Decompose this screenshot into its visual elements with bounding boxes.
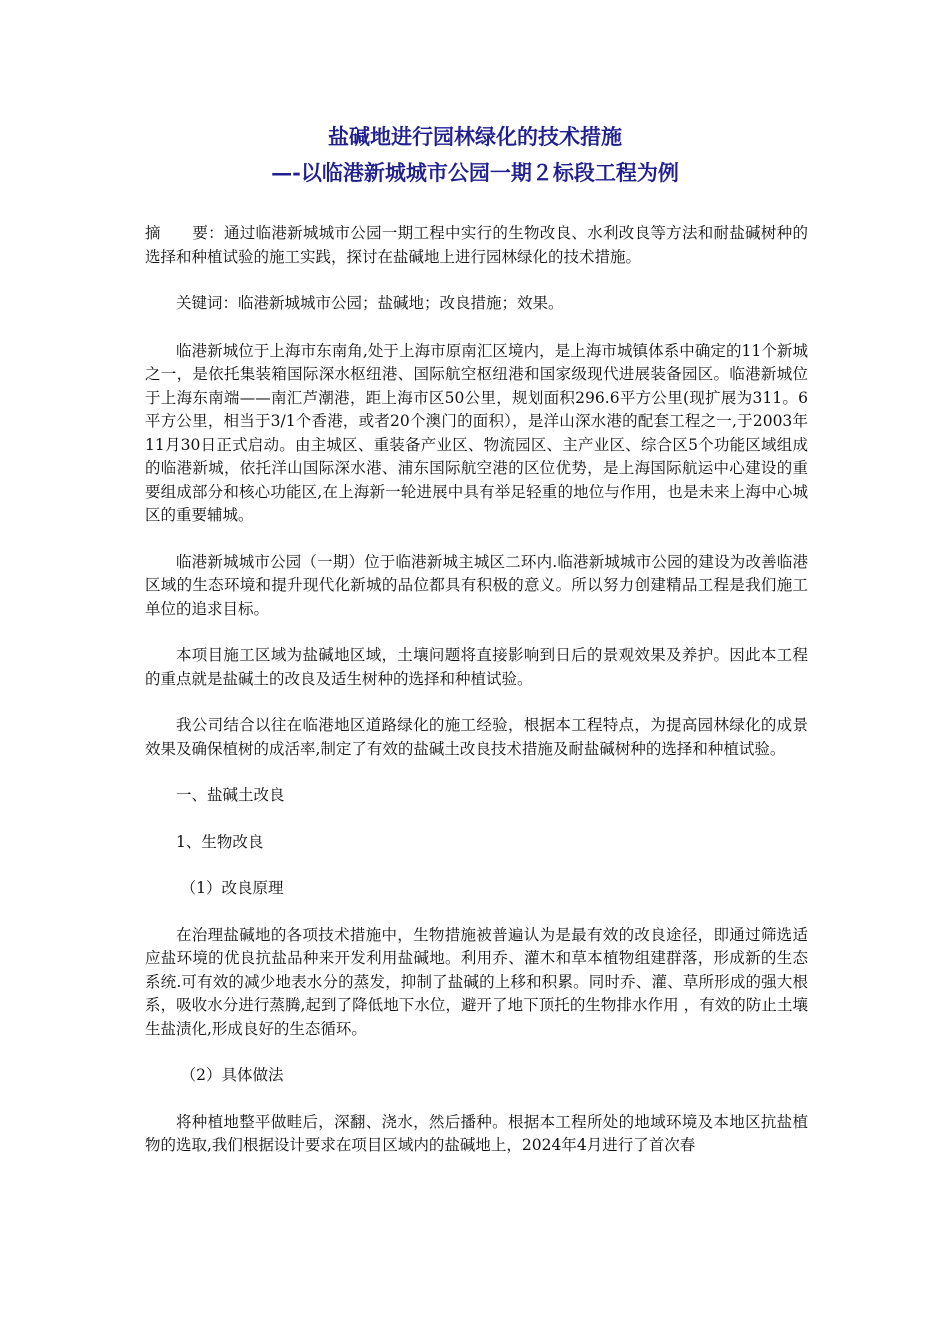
section-heading: 一、盐碱土改良 (176, 786, 285, 804)
abstract-paragraph: 摘 要：通过临港新城城市公园一期工程中实行的生物改良、水利改良等方法和耐盐碱树种的选择和种植试验的施工实践，探讨在盐碱地上进行园林绿化的技术措施。 (145, 224, 808, 266)
item-heading: （2）具体做法 (180, 1066, 284, 1084)
body-paragraph: 我公司结合以往在临港地区道路绿化的施工经验，根据本工程特点，为提高园林绿化的成景效果及确保植树的成活率,制定了有效的盐碱土改良技术措施及耐盐碱树种的选择和种植试验。 (145, 716, 808, 758)
document-title: 盐碱地进行园林绿化的技术措施 (328, 124, 622, 149)
document-subtitle: —-以临港新城城市公园一期２标段工程为例 (271, 160, 679, 185)
item-heading: （1）改良原理 (180, 879, 284, 897)
body-paragraph: 在治理盐碱地的各项技术措施中，生物措施被普遍认为是最有效的改良途径，即通过筛选适应盐环境的优良抗盐品种来开发利用盐碱地。利用乔、灌木和草本植物组建群落，形成新的生态系统.可有效的减少地表水分的蒸发，抑制了盐碱的上移和积累。同时乔、灌、草所形成的强大根系，吸收水分进行蒸腾,起到了降低地下水位，避开了地下顶托的生物排水作用 ，有效的防止土壤生盐渍化,形成良好的生态循环。 (145, 925, 808, 1038)
body-paragraph: 将种植地整平做畦后，深翻、浇水，然后播种。根据本工程所处的地域环境及本地区抗盐植物的选取,我们根据设计要求在项目区域内的盐碱地上，2024年4月进行了首次春 (145, 1112, 808, 1154)
subsection-heading: 1、生物改良 (176, 832, 264, 851)
keywords-paragraph: 关键词：临港新城城市公园；盐碱地；改良措施；效果。 (176, 294, 564, 312)
body-paragraph: 临港新城位于上海市东南角,处于上海市原南汇区境内，是上海市城镇体系中确定的11个新城之一，是依托集装箱国际深水枢纽港、国际航空枢纽港和国家级现代进展装备园区。临港新城位于上海东南端——南汇芦潮港，距上海市区50公里，规划面积296.6平方公里(现扩展为311。6平方公里，相当于3/1个香港，或者20个澳门的面积），是洋山深水港的配套工程之一,于2003年11月30日正式启动。由主城区、重装备产业区、物流园区、主产业区、综合区5个功能区域组成的临港新城，依托洋山国际深水港、浦东国际航空港的区位优势，是上海国际航运中心建设的重要组成部分和核心功能区,在上海新一轮进展中具有举足轻重的地位与作用，也是未来上海中心城区的重要辅城。 (145, 341, 808, 524)
document-body (145, 222, 808, 1181)
body-paragraph: 本项目施工区域为盐碱地区域，土壤问题将直接影响到日后的景观效果及养护。因此本工程的重点就是盐碱土的改良及适生树种的选择和种植试验。 (145, 646, 808, 688)
body-paragraph: 临港新城城市公园（一期）位于临港新城主城区二环内.临港新城城市公园的建设为改善临港区域的生态环境和提升现代化新城的品位都具有积极的意义。所以努力创建精品工程是我们施工单位的追求目标。 (145, 552, 808, 618)
